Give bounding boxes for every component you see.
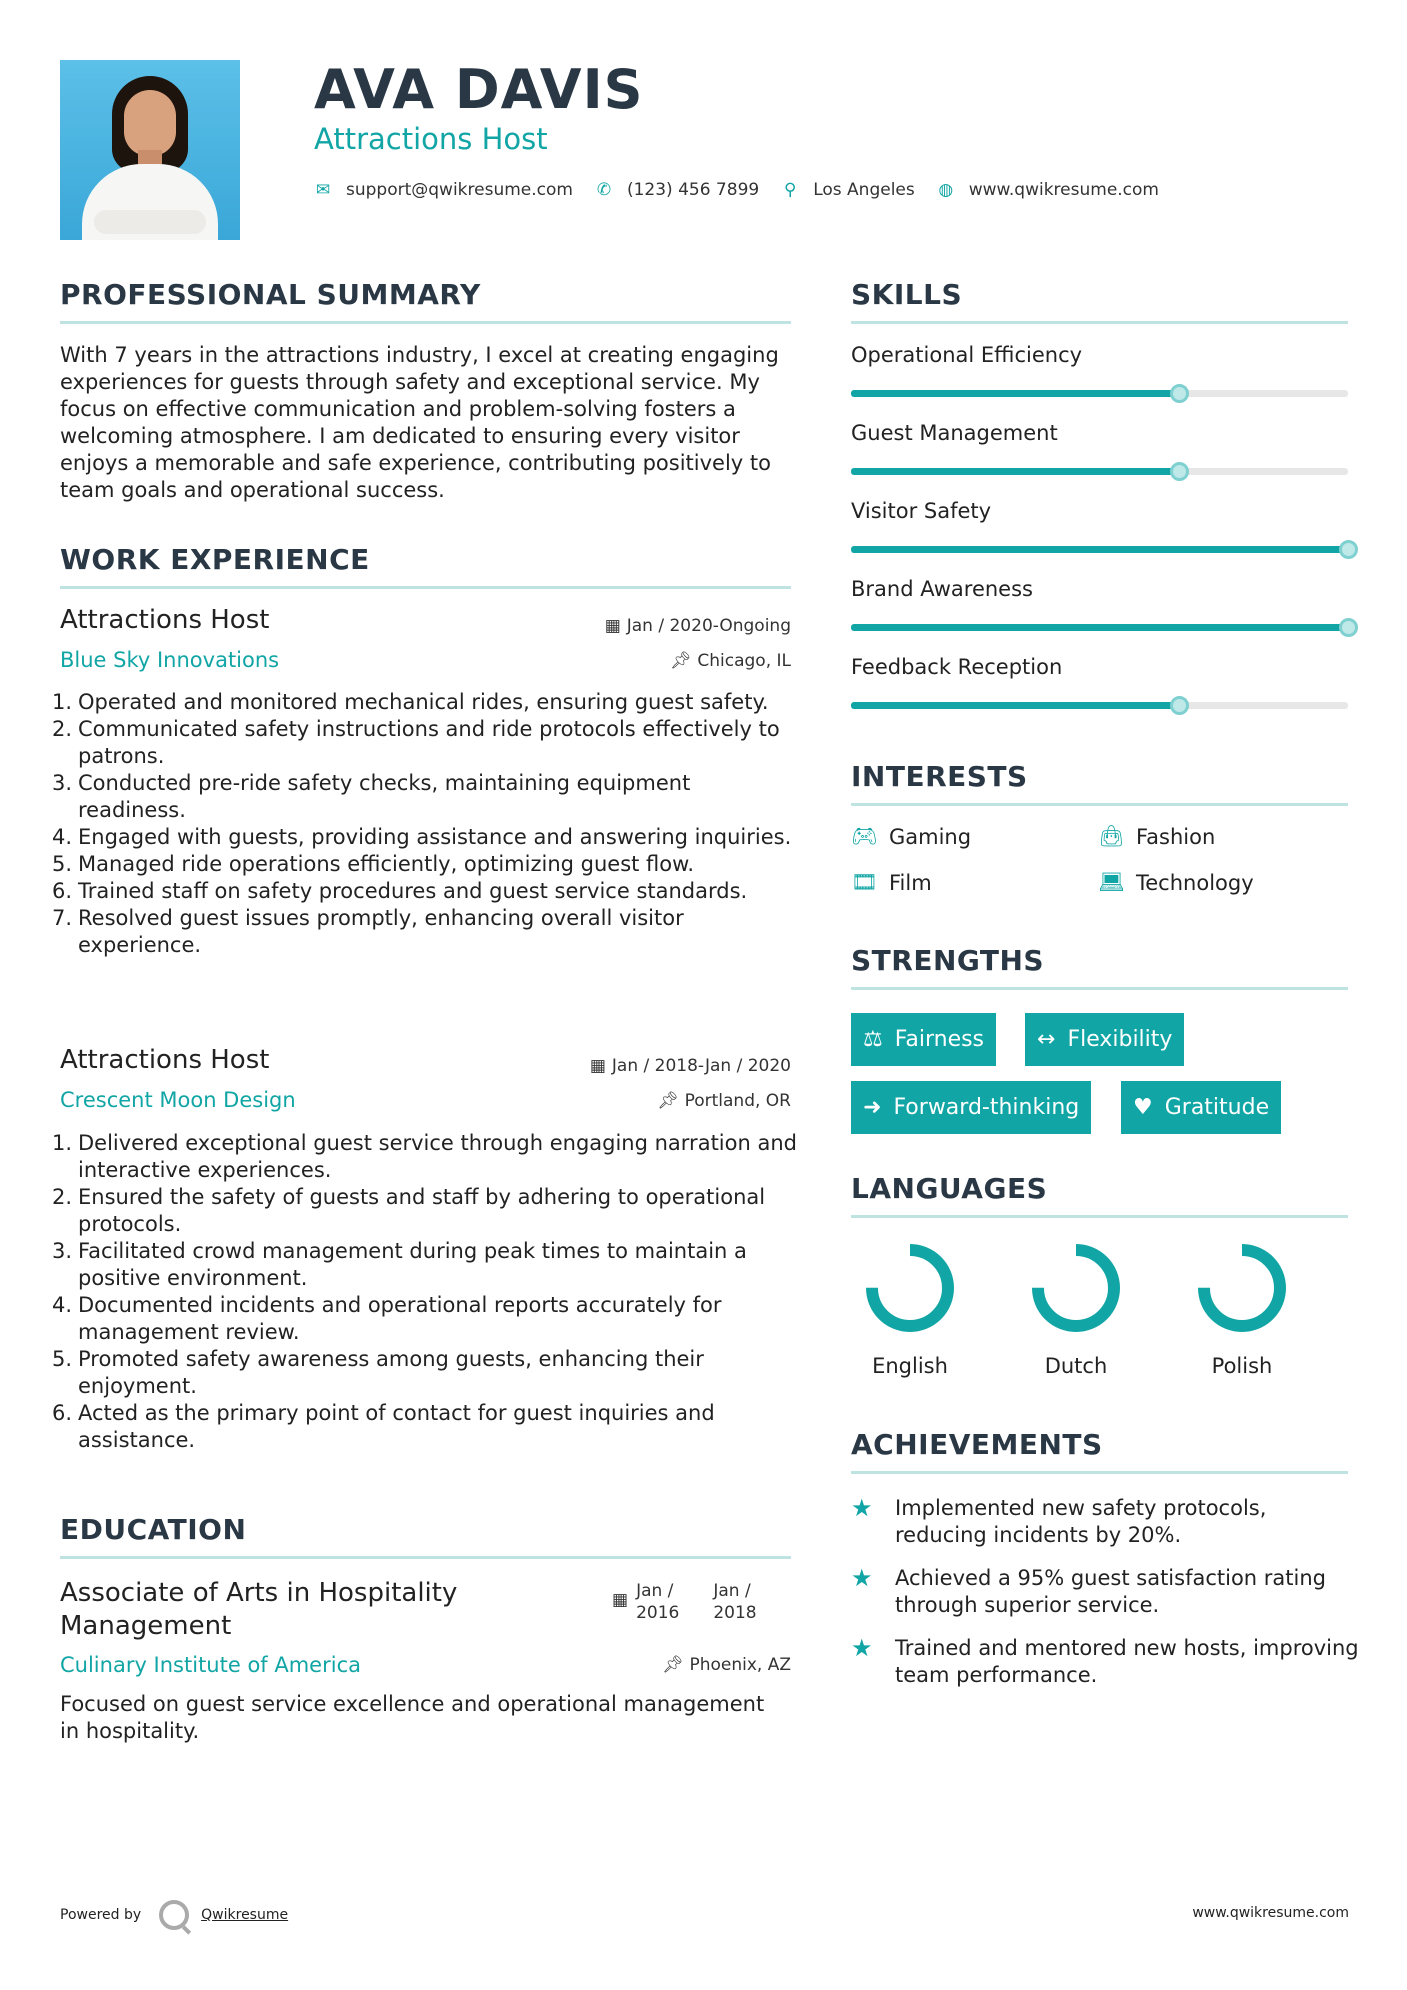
footer-brand-link[interactable]: Qwikresume xyxy=(201,1907,289,1923)
pushpin-icon: 📌︎ xyxy=(656,1091,679,1111)
job-title: Attractions Host xyxy=(60,1045,270,1075)
contact-location: Los Angeles xyxy=(813,180,915,200)
job-company: Blue Sky Innovations xyxy=(60,648,280,672)
skill-name: Guest Management xyxy=(851,421,1058,445)
interests-heading: INTERESTS xyxy=(851,760,1028,793)
skill-bar-knob xyxy=(1170,696,1189,715)
skill-bar-knob xyxy=(1170,462,1189,481)
skill-bar-knob xyxy=(1339,540,1358,559)
skill-bar xyxy=(851,468,1348,475)
experience-divider xyxy=(60,586,791,589)
heart-icon: ♥ xyxy=(1133,1095,1153,1120)
qwikresume-logo-icon xyxy=(159,1900,189,1930)
language-name: English xyxy=(872,1354,948,1378)
summary-divider xyxy=(60,321,791,324)
strength-badge: ⚖ Fairness xyxy=(851,1013,996,1066)
language-item xyxy=(850,1242,970,1378)
job-duties xyxy=(52,1130,800,1454)
shopping-bag-icon: 👜︎ xyxy=(1098,824,1125,848)
duty-item: 1. Operated and monitored mechanical rides, ensuring guest safety. xyxy=(52,690,769,714)
skill-name: Feedback Reception xyxy=(851,655,1063,679)
calendar-icon: ▦ xyxy=(589,1056,606,1076)
arrows-horizontal-icon: ↔ xyxy=(1037,1027,1056,1052)
envelope-icon: ✉ xyxy=(315,180,331,200)
duty-item: 6. Trained staff on safety procedures and guest service standards. xyxy=(52,879,748,903)
duty-item: 6. Acted as the primary point of contact for guest inquiries and assistance. xyxy=(52,1401,715,1452)
profile-photo xyxy=(60,60,240,240)
language-name: Polish xyxy=(1211,1354,1273,1378)
language-item xyxy=(1182,1242,1302,1378)
duty-item: 1. Delivered exceptional guest service through engaging narration and interactive experiences. xyxy=(52,1131,797,1182)
skill-bar xyxy=(851,390,1348,397)
gamepad-icon: 🎮︎ xyxy=(851,824,878,848)
interest-item: 🎮︎ Gaming xyxy=(851,824,972,849)
language-progress-ring xyxy=(864,1242,956,1334)
pushpin-icon: 📌︎ xyxy=(661,1655,684,1675)
education-description: Focused on guest service excellence and operational management in hospitality. xyxy=(60,1692,765,1743)
globe-icon: ◍ xyxy=(938,180,954,200)
contact-email[interactable]: support@qwikresume.com xyxy=(346,180,573,200)
experience-heading: WORK EXPERIENCE xyxy=(60,543,370,576)
duty-item: 7. Resolved guest issues promptly, enhancing overall visitor experience. xyxy=(52,906,684,957)
job-dates: ▦ Jan / 2018-Jan / 2020 xyxy=(589,1056,791,1076)
education-dates: ▦ Jan / 2016 Jan / 2018 xyxy=(612,1581,757,1623)
contact-phone[interactable]: (123) 456 7899 xyxy=(626,180,760,200)
duty-item: 4. Documented incidents and operational reports accurately for management review. xyxy=(52,1293,722,1344)
skill-bar-knob xyxy=(1339,618,1358,637)
calendar-icon: ▦ xyxy=(612,1590,629,1610)
skill-bar-fill xyxy=(851,390,1179,397)
summary-text: With 7 years in the attractions industry, I excel at creating engaging experiences for guests through safety and exceptional service. My focus on effective communication and problem-solving fosters a welcoming atmosphere. I am dedicated to ensuring every visitor enjoys a memorable and safe experience, contributing positively to team goals and operational success. xyxy=(60,343,779,502)
languages-heading: LANGUAGES xyxy=(851,1172,1048,1205)
job-title: Attractions Host xyxy=(60,605,270,635)
strength-badge: ↔ Flexibility xyxy=(1025,1013,1184,1066)
calendar-icon: ▦ xyxy=(604,616,621,636)
achievements-divider xyxy=(851,1471,1348,1474)
strength-badge: ♥ Gratitude xyxy=(1121,1081,1281,1134)
language-progress-ring xyxy=(1030,1242,1122,1334)
skills-heading: SKILLS xyxy=(851,278,963,311)
skill-bar xyxy=(851,546,1348,553)
achievement-item: ★ Trained and mentored new hosts, improving team performance. xyxy=(851,1634,1359,1687)
achievement-item: ★ Implemented new safety protocols, reducing incidents by 20%. xyxy=(851,1494,1267,1547)
balance-scale-icon: ⚖ xyxy=(863,1027,883,1052)
duty-item: 4. Engaged with guests, providing assistance and answering inquiries. xyxy=(52,825,792,849)
strengths-divider xyxy=(851,987,1348,990)
laptop-icon: 💻︎ xyxy=(1098,870,1125,894)
language-item xyxy=(1016,1242,1136,1378)
skill-name: Visitor Safety xyxy=(851,499,992,523)
film-icon: 🎞︎ xyxy=(851,870,878,894)
language-progress-ring xyxy=(1196,1242,1288,1334)
interest-item: 💻︎ Technology xyxy=(1098,870,1254,895)
education-school: Culinary Institute of America xyxy=(60,1653,361,1677)
skill-bar-fill xyxy=(851,468,1179,475)
achievement-item: ★ Achieved a 95% guest satisfaction rating through superior service. xyxy=(851,1564,1327,1617)
job-duties xyxy=(52,689,800,959)
footer-powered-by: Powered by Qwikresume xyxy=(60,1900,288,1930)
strength-badge: ➜ Forward-thinking xyxy=(851,1081,1091,1134)
interest-item: 🎞︎ Film xyxy=(851,870,932,895)
duty-item: 5. Managed ride operations efficiently, optimizing guest flow. xyxy=(52,852,695,876)
pushpin-icon: 📌︎ xyxy=(669,651,692,671)
achievements-heading: ACHIEVEMENTS xyxy=(851,1428,1103,1461)
duty-item: 5. Promoted safety awareness among guests, enhancing their enjoyment. xyxy=(52,1347,704,1398)
skill-bar-fill xyxy=(851,624,1348,631)
contact-bar xyxy=(314,180,1181,200)
footer-website[interactable]: www.qwikresume.com xyxy=(1192,1905,1349,1921)
job-location: 📌︎ Chicago, IL xyxy=(669,651,791,671)
language-name: Dutch xyxy=(1044,1354,1108,1378)
star-icon: ★ xyxy=(851,1564,873,1592)
strengths-heading: STRENGTHS xyxy=(851,944,1045,977)
map-pin-icon: ⚲ xyxy=(783,180,797,200)
star-icon: ★ xyxy=(851,1494,873,1522)
arrow-right-icon: ➜ xyxy=(863,1095,882,1120)
education-location: 📌︎ Phoenix, AZ xyxy=(661,1655,791,1675)
job-location: 📌︎ Portland, OR xyxy=(656,1091,791,1111)
skill-bar xyxy=(851,702,1348,709)
duty-item: 2. Ensured the safety of guests and staff by adhering to operational protocols. xyxy=(52,1185,766,1236)
job-dates: ▦ Jan / 2020-Ongoing xyxy=(604,616,791,636)
duty-item: 3. Facilitated crowd management during peak times to maintain a positive environment. xyxy=(52,1239,747,1290)
duty-item: 2. Communicated safety instructions and ride protocols effectively to patrons. xyxy=(52,717,780,768)
candidate-name: AVA DAVIS xyxy=(314,58,644,121)
education-heading: EDUCATION xyxy=(60,1513,247,1546)
duty-item: 3. Conducted pre-ride safety checks, maintaining equipment readiness. xyxy=(52,771,691,822)
skill-bar-fill xyxy=(851,702,1179,709)
star-icon: ★ xyxy=(851,1634,873,1662)
skills-divider xyxy=(851,321,1348,324)
skill-bar-fill xyxy=(851,546,1348,553)
education-degree: Associate of Arts in Hospitality Management xyxy=(60,1578,458,1641)
candidate-title: Attractions Host xyxy=(314,122,548,156)
contact-website[interactable]: www.qwikresume.com xyxy=(968,180,1159,200)
interests-divider xyxy=(851,803,1348,806)
education-divider xyxy=(60,1556,791,1559)
interest-item: 👜︎ Fashion xyxy=(1098,824,1216,849)
phone-icon: ✆ xyxy=(596,180,612,200)
job-company: Crescent Moon Design xyxy=(60,1088,296,1112)
skill-bar-knob xyxy=(1170,384,1189,403)
skill-bar xyxy=(851,624,1348,631)
skill-name: Brand Awareness xyxy=(851,577,1033,601)
summary-heading: PROFESSIONAL SUMMARY xyxy=(60,278,481,311)
skill-name: Operational Efficiency xyxy=(851,343,1083,367)
languages-divider xyxy=(851,1215,1348,1218)
